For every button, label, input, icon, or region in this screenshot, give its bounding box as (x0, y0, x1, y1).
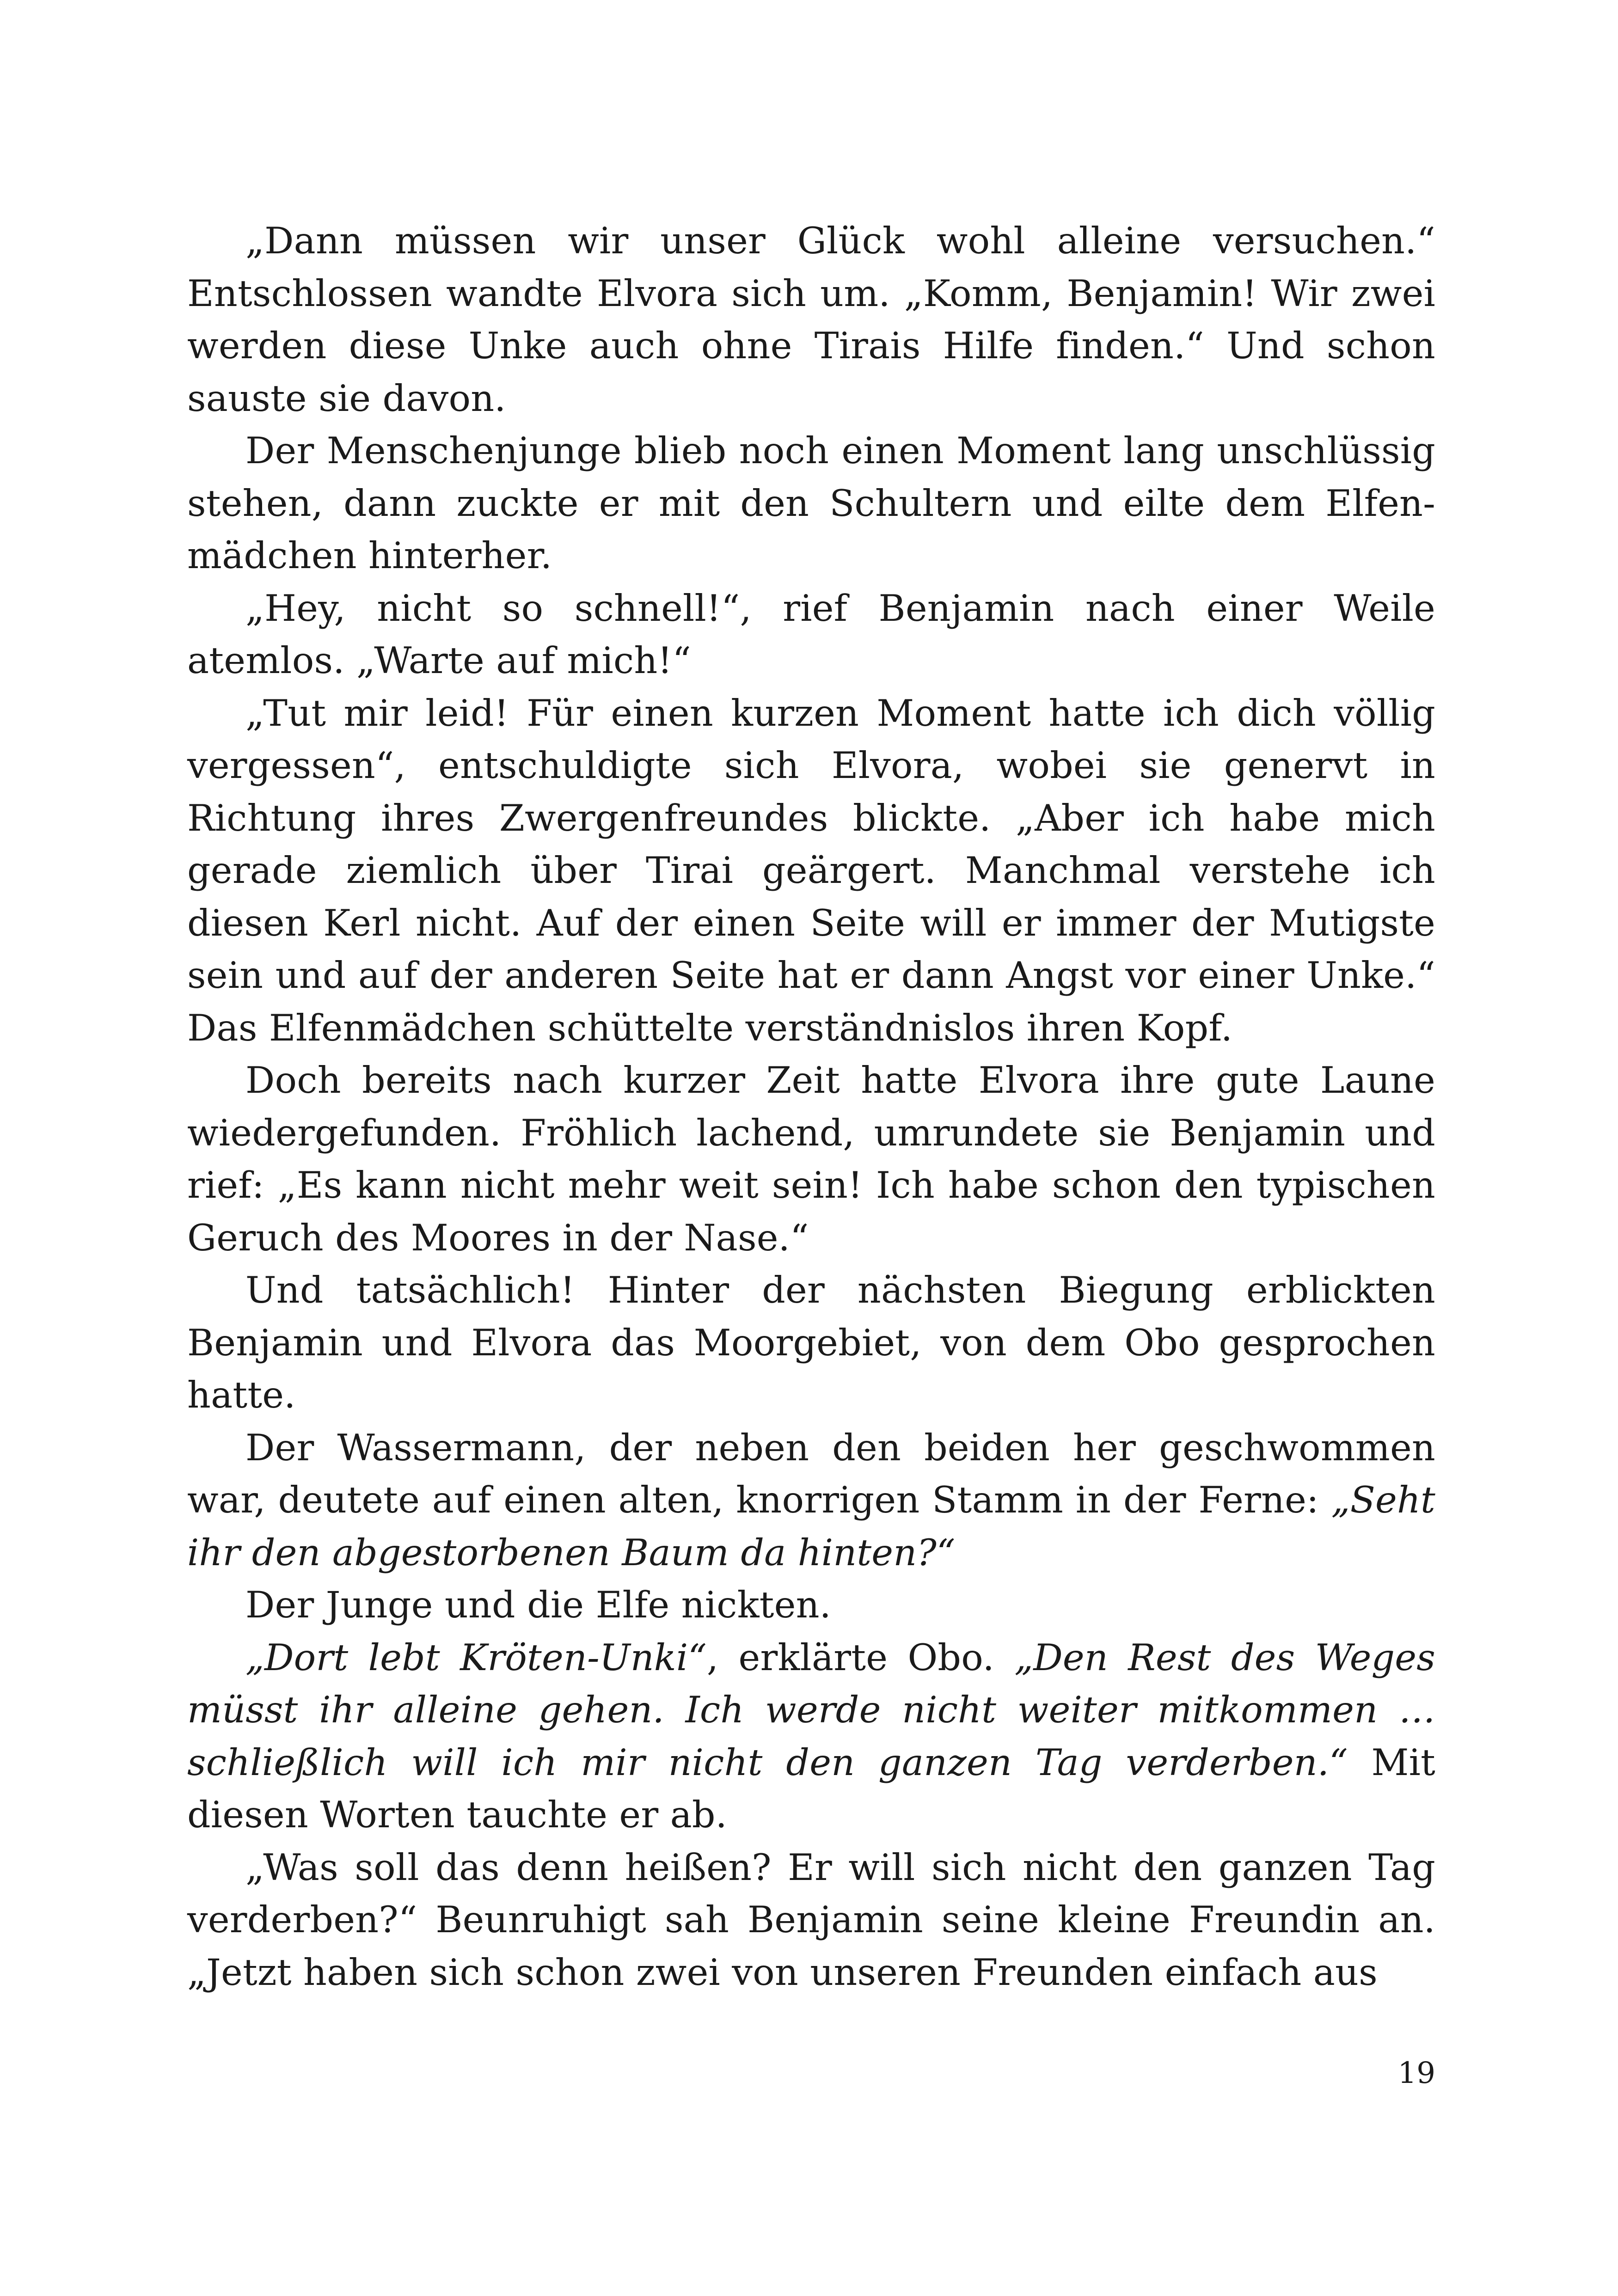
text-segment: , erklärte Obo. (706, 1636, 1015, 1679)
paragraph (187, 1632, 1435, 1842)
paragraph (187, 1054, 1435, 1264)
paragraph (187, 1264, 1435, 1422)
page-number: 19 (1397, 2056, 1435, 2090)
paragraph (187, 687, 1435, 1055)
text-segment: Mit diesen Worten tauchte er ab. (187, 1741, 1435, 1836)
text-segment: Der Menschenjunge blieb noch einen Moment lang unschlüssig stehen, dann zuckte er mit den Schultern und eilte dem Elfen-mädchen hinterher. (187, 429, 1435, 577)
text-segment: „Hey, nicht so schnell!“, rief Benjamin nach einer Weile atemlos. „Warte auf mich!“ (187, 587, 1435, 682)
text-segment: Der Junge und die Elfe nickten. (245, 1584, 831, 1626)
text-segment: „Dann müssen wir unser Glück wohl alleine versuchen.“ Entschlossen wandte Elvora sich um. „Komm, Benjamin! Wir zwei werden diese Unke auch ohne Tirais Hilfe finden.“ Und schon sauste sie davon. (187, 220, 1435, 420)
paragraph (187, 425, 1435, 582)
text-segment: „Was soll das denn heißen? Er will sich nicht den ganzen Tag verderben?“ Beunruhigt sah Benjamin seine kleine Freundin an. „Jetzt haben sich schon zwei von unseren Freunden einfach aus (187, 1846, 1435, 1994)
text-segment: „Tut mir leid! Für einen kurzen Moment hatte ich dich völlig vergessen“, entschuldigte sich Elvora, wobei sie genervt in Richtung ihres Zwergenfreundes blickte. „Aber ich habe mich gerade ziemlich über Tirai geärgert. Manchmal verstehe ich diesen Kerl nicht. Auf der einen Seite will er immer der Mutigste sein und auf der anderen Seite hat er dann Angst vor einer Unke.“ Das Elfenmädchen schüttelte verständnislos ihren Kopf. (187, 692, 1435, 1049)
text-segment: Der Wassermann, der neben den beiden her geschwommen war, deutete auf einen alten, knorrigen Stamm in der Ferne: (187, 1426, 1435, 1521)
text-segment: Doch bereits nach kurzer Zeit hatte Elvora ihre gute Laune wiedergefunden. Fröhlich lachend, umrundete sie Benjamin und rief: „Es kann nicht mehr weit sein! Ich habe schon den typischen Geruch des Moores in der Nase.“ (187, 1059, 1435, 1259)
paragraph (187, 1422, 1435, 1580)
paragraph (187, 1579, 1435, 1632)
paragraph (187, 215, 1435, 425)
body-text (187, 215, 1435, 1999)
text-segment: Und tatsächlich! Hinter der nächsten Biegung erblickten Benjamin und Elvora das Moorgebiet, von dem Obo gesprochen hatte. (187, 1269, 1435, 1416)
italic-text-segment: „Den Rest des Weges müsst ihr alleine gehen. Ich werde nicht weiter mitkommen … schließlich will ich mir nicht den ganzen Tag verderben.“ (187, 1636, 1435, 1784)
paragraph (187, 1842, 1435, 1999)
italic-text-segment: „Seht ihr den abgestorbenen Baum da hinten?“ (187, 1479, 1435, 1574)
paragraph (187, 582, 1435, 687)
italic-text-segment: „Dort lebt Kröten-Unki“ (245, 1636, 707, 1679)
